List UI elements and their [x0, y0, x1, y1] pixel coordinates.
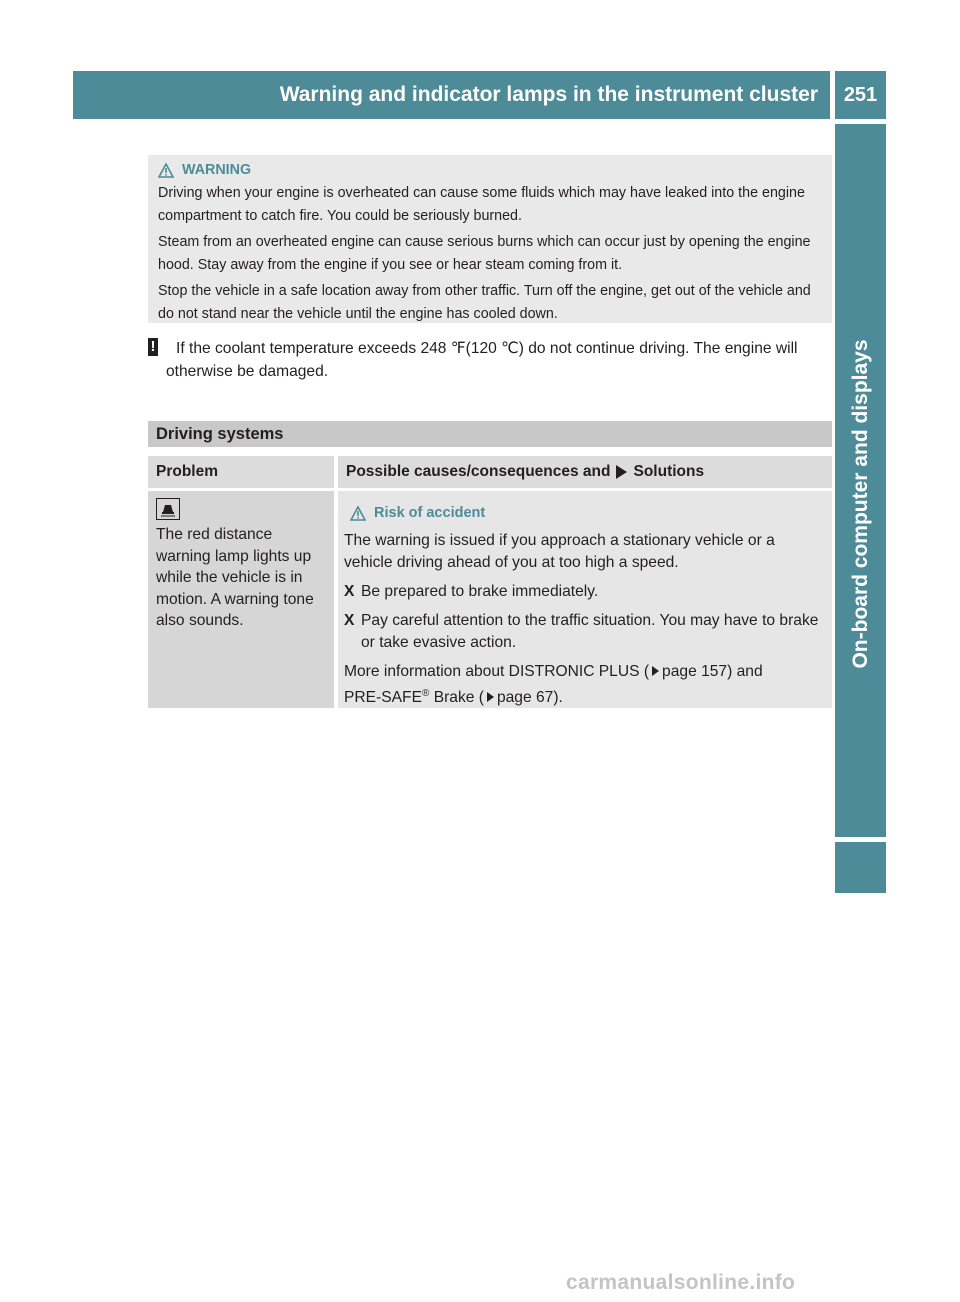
warning-label: WARNING [182, 161, 252, 178]
warning-triangle-icon [158, 163, 174, 178]
section-title: Driving systems [148, 421, 832, 447]
more-info-text: More information about DISTRONIC PLUS ( [344, 663, 650, 680]
step-bullet-icon: X [344, 612, 355, 629]
side-tab-label: On-board computer and displays [849, 339, 872, 669]
warning-box [148, 155, 832, 323]
page-reference-icon [652, 666, 659, 676]
problem-text: The red distance warning lamp lights up while the vehicle is in motion. A warning tone also sounds. [156, 526, 314, 629]
column-header-solutions-text-2: Solutions [633, 463, 705, 480]
step-item [344, 610, 822, 654]
page-header [73, 71, 830, 119]
page-reference-icon [487, 692, 494, 702]
header-title: Warning and indicator lamps in the instrument cluster [279, 83, 818, 106]
column-header-problem: Problem [148, 456, 334, 488]
page-link[interactable]: page 67). [496, 689, 563, 707]
warning-paragraph: Stop the vehicle in a safe location away from other traffic. Turn off the engine, get out of the vehicle and do not stand near the vehicle until the engine has cooled down. [158, 283, 811, 322]
warning-paragraph: Driving when your engine is overheated can cause some fluids which may have leaked into the engine compartment to catch fire. You could be seriously burned. [158, 185, 805, 224]
table-cell-solutions [338, 491, 832, 708]
more-info-text: Brake ( [429, 689, 484, 707]
note-line-2: otherwise be damaged. [166, 363, 329, 380]
page-link[interactable]: page 157) and [662, 663, 763, 680]
page-number: 251 [835, 71, 886, 119]
more-info-text: PRE-SAFE [344, 689, 422, 707]
exclamation-icon: ! [148, 338, 158, 356]
watermark: carmanualsonline.info [566, 1271, 796, 1294]
registered-mark: ® [421, 688, 430, 699]
step-text: Be prepared to brake immediately. [361, 583, 599, 600]
distance-warning-lamp-icon [156, 498, 180, 520]
risk-heading [350, 502, 822, 524]
column-header-solutions-text: Possible causes/consequences and [346, 463, 611, 480]
warning-heading [158, 158, 826, 182]
step-item [344, 581, 822, 603]
warning-paragraph: Steam from an overheated engine can cause serious burns which can occur just by opening the engine hood. Stay away from the engine if you see or hear steam coming from it. [158, 234, 811, 273]
step-text: Pay careful attention to the traffic situation. You may have to brake or take evasive action. [361, 612, 819, 651]
column-header-solutions [338, 456, 832, 488]
step-bullet-icon: X [344, 583, 355, 600]
table-cell-problem [148, 491, 334, 708]
arrow-right-icon [616, 465, 627, 479]
side-tab-marker [835, 842, 886, 893]
side-tab [835, 124, 886, 837]
warning-triangle-icon [350, 506, 366, 521]
note-line-1: If the coolant temperature exceeds 248 ℉(120 ℃) do not continue driving. The engine will [176, 340, 798, 357]
risk-description: The warning is issued if you approach a stationary vehicle or a vehicle driving ahead of you at too high a speed. [344, 532, 775, 571]
damage-note [148, 337, 836, 383]
risk-label: Risk of accident [374, 505, 486, 521]
more-info [344, 661, 822, 709]
